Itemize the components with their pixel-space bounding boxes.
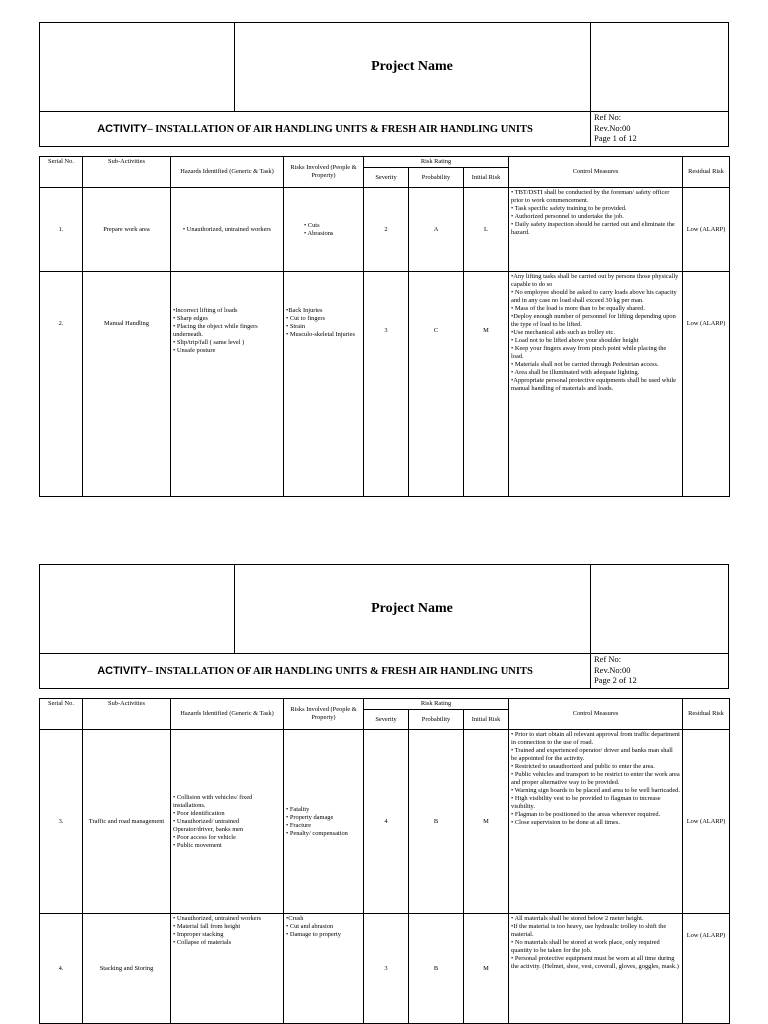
col-risks: Risks Involved (People & Property) bbox=[284, 699, 364, 730]
control-item: • No employee should be asked to carry loads above his capacity and in any case no load shall exceed 30 kg per man. bbox=[511, 289, 677, 304]
col-control: Control Measures bbox=[509, 699, 683, 730]
residual-cell: Low (ALARP) bbox=[683, 730, 730, 914]
activity-word: ACTIVITY bbox=[97, 665, 148, 677]
serial-cell: 3. bbox=[40, 730, 83, 914]
control-item: • Materials shall not be carried through Pedestrian access. bbox=[511, 361, 659, 368]
control-item: • Load not to be lifted above your shoulder height bbox=[511, 337, 639, 344]
col-initial-risk: Initial Risk bbox=[464, 168, 509, 188]
hazard-item: • Unauthorized, untrained workers bbox=[173, 915, 262, 922]
col-residual: Residual Risk bbox=[683, 157, 730, 188]
severity-cell: 2 bbox=[364, 188, 409, 272]
control-item: • Area shall be illuminated with adequate lighting. bbox=[511, 369, 640, 376]
probability-cell: C bbox=[409, 272, 464, 497]
control-item: • No materials shall be stored at work place, only required quantity to be taken for the job. bbox=[511, 939, 660, 954]
hazard-item: • Unauthorized, untrained workers bbox=[182, 225, 272, 233]
probability-cell: B bbox=[409, 914, 464, 1024]
control-cell bbox=[509, 272, 683, 497]
serial-cell: 4. bbox=[40, 914, 83, 1024]
hazards-cell bbox=[171, 730, 284, 914]
residual-cell: Low (ALARP) bbox=[683, 272, 730, 497]
sub-activity-cell: Traffic and road management bbox=[83, 730, 171, 914]
col-sub-activities: Sub-Activities bbox=[83, 157, 171, 188]
risk-table bbox=[39, 698, 730, 1024]
col-risk-rating: Risk Rating bbox=[364, 699, 509, 710]
risk-item: • Abrasions bbox=[304, 229, 334, 237]
control-item: • Public vehicles and transport to be restrict to enter the work area and proper alternative way to be provided. bbox=[511, 771, 680, 786]
control-item: • Warning sign boards to be placed and area to be well barricaded. bbox=[511, 787, 680, 794]
col-sub-activities: Sub-Activities bbox=[83, 699, 171, 730]
header-right-box bbox=[591, 23, 730, 111]
initial-risk-cell: L bbox=[464, 188, 509, 272]
risk-table bbox=[39, 156, 730, 497]
hazard-item: • Collision with vehicles/ fixed installations. bbox=[173, 793, 253, 809]
risk-item: • Strain bbox=[286, 323, 306, 330]
col-initial-risk: Initial Risk bbox=[464, 710, 509, 730]
severity-cell: 4 bbox=[364, 730, 409, 914]
risk-item: • Cut and abrasion bbox=[286, 923, 334, 930]
table-row bbox=[40, 272, 730, 497]
page-number: Page 1 of 12 bbox=[594, 133, 637, 143]
page-header bbox=[39, 22, 729, 147]
control-item: •If the material is too heavy, use hydraulic trolley to shift the material. bbox=[511, 923, 667, 938]
control-item: • Restricted to unauthorized and public to enter the area. bbox=[511, 763, 655, 770]
activity-title bbox=[40, 654, 591, 688]
col-serial: Serial No. bbox=[40, 157, 83, 188]
col-risk-rating: Risk Rating bbox=[364, 157, 509, 168]
risks-cell bbox=[284, 914, 364, 1024]
page-header bbox=[39, 564, 729, 689]
hazard-item: • Material fall from height bbox=[173, 923, 241, 930]
col-control: Control Measures bbox=[509, 157, 683, 188]
col-residual: Residual Risk bbox=[683, 699, 730, 730]
probability-cell: A bbox=[409, 188, 464, 272]
risks-cell bbox=[284, 272, 364, 497]
col-severity: Severity bbox=[364, 710, 409, 730]
risk-item: • Fracture bbox=[286, 821, 312, 829]
table-row bbox=[40, 730, 730, 914]
control-cell bbox=[509, 914, 683, 1024]
project-name: Project Name bbox=[234, 23, 591, 111]
sub-activity-cell: Manual Handling bbox=[83, 272, 171, 497]
activity-desc: – INSTALLATION OF AIR HANDLING UNITS & FRESH AIR HANDLING UNITS bbox=[147, 123, 533, 135]
control-item: • Mass of the load is more than to be equally shared. bbox=[511, 305, 645, 312]
activity-desc: – INSTALLATION OF AIR HANDLING UNITS & FRESH AIR HANDLING UNITS bbox=[147, 665, 533, 677]
risk-item: • Cuts bbox=[304, 221, 320, 229]
risk-item: • Musculo-skeletal Injuries bbox=[286, 331, 355, 338]
col-probability: Probability bbox=[409, 168, 464, 188]
hazard-item: • Unauthorized/ untrained Operator/driver, banks men bbox=[173, 817, 244, 833]
control-cell bbox=[509, 188, 683, 272]
control-item: • Close supervision to be done at all times. bbox=[511, 819, 620, 826]
risks-cell bbox=[284, 188, 364, 272]
risk-item: •Crush bbox=[286, 915, 304, 922]
rev-no: Rev.No:00 bbox=[594, 122, 631, 133]
logo-area bbox=[40, 565, 235, 653]
activity-title bbox=[40, 112, 591, 146]
hazard-item: • Unsafe posture bbox=[173, 347, 216, 354]
ref-block bbox=[594, 654, 637, 686]
control-item: • Flagman to be positioned to the areas wherever required. bbox=[511, 811, 661, 818]
col-probability: Probability bbox=[409, 710, 464, 730]
risk-item: • Fatality bbox=[286, 805, 310, 813]
ref-no: Ref No: bbox=[594, 654, 622, 664]
col-hazards: Hazards Identified (Generic & Task) bbox=[171, 157, 284, 188]
initial-risk-cell: M bbox=[464, 914, 509, 1024]
col-hazards: Hazards Identified (Generic & Task) bbox=[171, 699, 284, 730]
hazard-item: • Public movement bbox=[173, 841, 222, 849]
control-item: •Any lifting tasks shall be carried out by persons those physically capable to do so bbox=[511, 273, 679, 288]
sub-activity-cell: Prepare work area bbox=[83, 188, 171, 272]
control-item: •Appropriate personal protective equipments shall be used while manual handling of materials and loads. bbox=[511, 377, 676, 392]
control-item: •Use mechanical aids such as trolley etc. bbox=[511, 329, 615, 336]
activity-word: ACTIVITY bbox=[97, 123, 148, 135]
page-number: Page 2 of 12 bbox=[594, 675, 637, 685]
initial-risk-cell: M bbox=[464, 272, 509, 497]
control-item: • High visibility vest to be provided to flagman to increase visibility. bbox=[511, 795, 661, 810]
hazard-item: • Placing the object while fingers underneath. bbox=[173, 323, 258, 338]
col-serial: Serial No. bbox=[40, 699, 83, 730]
control-item: • Trained and experienced operator/ driver and banks man shall be appointed for the activity. bbox=[511, 747, 673, 762]
control-item: • Task specific safety training to be provided. bbox=[511, 205, 627, 212]
risk-item: • Property damage bbox=[286, 813, 334, 821]
header-right-box bbox=[591, 565, 730, 653]
serial-cell: 2. bbox=[40, 272, 83, 497]
col-severity: Severity bbox=[364, 168, 409, 188]
control-item: •Deploy enough number of personnel for lifting depending upon the type of load to be lifted. bbox=[511, 313, 676, 328]
table-row bbox=[40, 914, 730, 1024]
control-item: • TBT/DSTI shall be conducted by the foreman/ safety officer prior to work commencement. bbox=[511, 189, 670, 204]
control-item: • Personal protective equipment must be worn at all time during the activity. (Helmet, shoe, vest, coverall, gloves, goggles, mask.) bbox=[511, 955, 679, 970]
control-item: • Prior to start obtain all relevant approval from traffic department in connection to the use of road. bbox=[511, 731, 680, 746]
rev-no: Rev.No:00 bbox=[594, 664, 631, 675]
hazard-item: • Collapse of materials bbox=[173, 939, 232, 946]
probability-cell: B bbox=[409, 730, 464, 914]
ref-block bbox=[594, 112, 637, 144]
control-item: • Keep your fingers away from pinch point while placing the load. bbox=[511, 345, 667, 360]
hazard-item: • Improper stacking bbox=[173, 931, 224, 938]
hazard-item: • Poor identification bbox=[173, 809, 225, 817]
risk-item: •Back Injuries bbox=[286, 307, 323, 314]
sub-activity-cell: Stacking and Storing bbox=[83, 914, 171, 1024]
severity-cell: 3 bbox=[364, 914, 409, 1024]
hazard-item: • Slip/trip/fall ( same level ) bbox=[173, 339, 245, 346]
control-cell bbox=[509, 730, 683, 914]
residual-cell: Low (ALARP) bbox=[683, 188, 730, 272]
control-item: • Daily safety inspection should be carried out and eliminate the hazard. bbox=[511, 221, 675, 236]
hazards-cell bbox=[171, 188, 284, 272]
risk-item: • Penalty/ compensation bbox=[286, 829, 348, 837]
logo-area bbox=[40, 23, 235, 111]
serial-cell: 1. bbox=[40, 188, 83, 272]
hazard-item: • Sharp edges bbox=[173, 315, 208, 322]
hazards-cell bbox=[171, 272, 284, 497]
risks-cell bbox=[284, 730, 364, 914]
table-row bbox=[40, 188, 730, 272]
residual-cell: Low (ALARP) bbox=[683, 914, 730, 1024]
risk-item: • Damage to property bbox=[286, 931, 341, 938]
initial-risk-cell: M bbox=[464, 730, 509, 914]
hazard-item: •Incorrect lifting of loads bbox=[173, 307, 238, 314]
hazard-item: • Poor access for vehicle bbox=[173, 833, 236, 841]
control-item: • All materials shall be stored below 2 meter height. bbox=[511, 915, 644, 922]
risk-item: • Cut to fingers bbox=[286, 315, 325, 322]
control-item: • Authorized personnel to undertake the job. bbox=[511, 213, 624, 220]
col-risks: Risks Involved (People & Property) bbox=[284, 157, 364, 188]
severity-cell: 3 bbox=[364, 272, 409, 497]
project-name: Project Name bbox=[234, 565, 591, 653]
ref-no: Ref No: bbox=[594, 112, 622, 122]
hazards-cell bbox=[171, 914, 284, 1024]
